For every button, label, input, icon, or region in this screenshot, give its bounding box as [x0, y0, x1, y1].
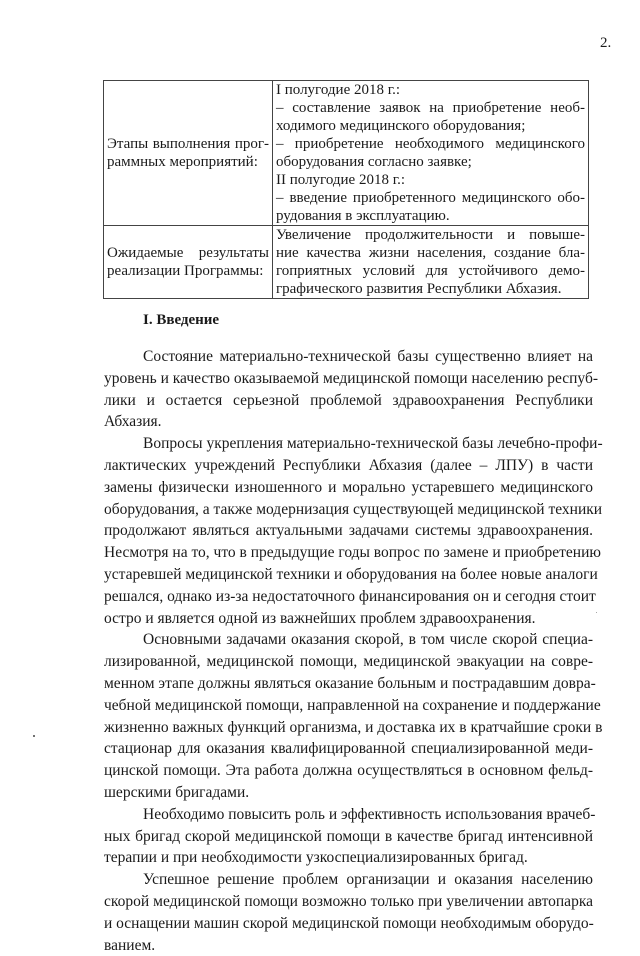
table-row-stages [104, 81, 589, 226]
paragraph-line: замены физически изношенного и морально устаревшего медицинского [104, 478, 593, 496]
paragraph-line: оборудования, а также модернизация существующей медицинской техники [104, 500, 603, 518]
table-value-line: рудования в эксплуатацию. [276, 208, 450, 224]
paragraph-line: стационар для оказания квалифицированной специализированной меди- [104, 740, 593, 758]
paragraph-line: скорой медицинской помощи возможно только при увеличении автопарка [104, 892, 593, 910]
table-value-line: – введение приобретенного медицинского обо- [276, 190, 585, 206]
table-value-line: – составление заявок на приобретение необ- [276, 100, 585, 116]
paragraph-line: терапии и при необходимости узкоспециализированных бригад. [104, 849, 528, 867]
paragraph-line: продолжают являться актуальными задачами системы здравоохранения. [104, 522, 593, 540]
table-value-line: I полугодие 2018 г.: [276, 82, 401, 98]
paragraph-line: устаревшей медицинской техники и оборудования на более новые аналоги [104, 565, 598, 583]
paragraph-line: Вопросы укрепления материально-технической базы лечебно-профи- [143, 435, 603, 453]
table-label-line: раммных мероприятий: [107, 154, 258, 170]
paragraph-line: лики и остается серьезной проблемой здравоохранения Республики [104, 391, 593, 409]
table-value-line: II полугодие 2018 г.: [276, 172, 406, 188]
table-label-line: Ожидаемые результаты [107, 245, 269, 261]
table-row-expected-results [104, 226, 589, 299]
paragraph-line: менном этапе должны являться оказание больным и пострадавшим довра- [104, 674, 596, 692]
table-value-line: оборудования согласно заявке; [276, 154, 472, 170]
program-info-table [103, 80, 589, 299]
table-value-line: ходимого медицинского оборудования; [276, 118, 526, 134]
table-value-line: Увеличение продолжительности и повыше- [276, 227, 585, 243]
section-heading: I. Введение [143, 312, 220, 328]
section-body [104, 346, 603, 956]
paragraph-line: Несмотря на то, что в предыдущие годы вопрос по замене и приобретению [104, 544, 601, 562]
paragraph-line: Основными задачами оказания скорой, в том числе скорой специа- [143, 631, 593, 649]
paragraph-line: ванием. [104, 936, 156, 954]
table-value-cell [273, 81, 589, 226]
paragraph-line: Необходимо повысить роль и эффективность использования врачеб- [143, 805, 596, 823]
paragraph-line: лактических учреждений Республики Абхазия (далее – ЛПУ) в части [104, 456, 593, 474]
paragraph-line: остро и является одной из важнейших проблем здравоохранения. [104, 609, 536, 627]
table-label-cell [104, 226, 273, 299]
paragraph-line: жизненно важных функций организма, и доставка их в кратчайшие сроки в [104, 718, 603, 736]
paragraph-line: уровень и качество оказываемой медицинской помощи населению респуб- [104, 369, 599, 387]
scan-artifact-dot [596, 612, 597, 613]
table-value-line: графического развития Республики Абхазия. [276, 281, 562, 297]
paragraph-line: цинской помощи. Эта работа должна осуществляться в основном фельд- [104, 762, 593, 780]
table-label-cell [104, 81, 273, 226]
table-value-line: ние качества жизни населения, создание бла- [276, 245, 585, 261]
table-value-cell [273, 226, 589, 299]
table-value-line: гоприятных условий для устойчивого демо- [276, 263, 585, 279]
paragraph-line: решался, однако из-за недостаточного финансирования он и сегодня стоит [104, 587, 596, 605]
paragraph-line: и оснащении машин скорой медицинской помощи необходимым оборудо- [104, 914, 594, 932]
paragraph-line: ных бригад скорой медицинской помощи в качестве бригад интенсивной [104, 827, 593, 845]
paragraph [104, 629, 603, 803]
paragraph-line: Состояние материально-технической базы существенно влияет на [143, 348, 593, 365]
paragraph [104, 869, 593, 956]
paragraph-line: Успешное решение проблем организации и оказания населению [143, 871, 593, 889]
table-label-line: Этапы выполнения прог- [107, 136, 269, 152]
paragraph-line: лизированной, медицинской помощи, медицинской эвакуации на совре- [104, 653, 593, 671]
table-label-line: реализации Программы: [107, 263, 264, 279]
scan-artifact-dot [33, 735, 35, 737]
paragraph [104, 346, 599, 433]
page-number: 2. [600, 35, 612, 51]
table-value-line: – приобретение необходимого медицинского [276, 136, 585, 152]
paragraph-line: чебной медицинской помощи, направленной на сохранение и поддержание [104, 696, 601, 714]
paragraph [104, 433, 603, 629]
paragraph-line: Абхазия. [104, 413, 162, 431]
paragraph [104, 804, 596, 869]
paragraph-line: шерскими бригадами. [104, 783, 250, 801]
